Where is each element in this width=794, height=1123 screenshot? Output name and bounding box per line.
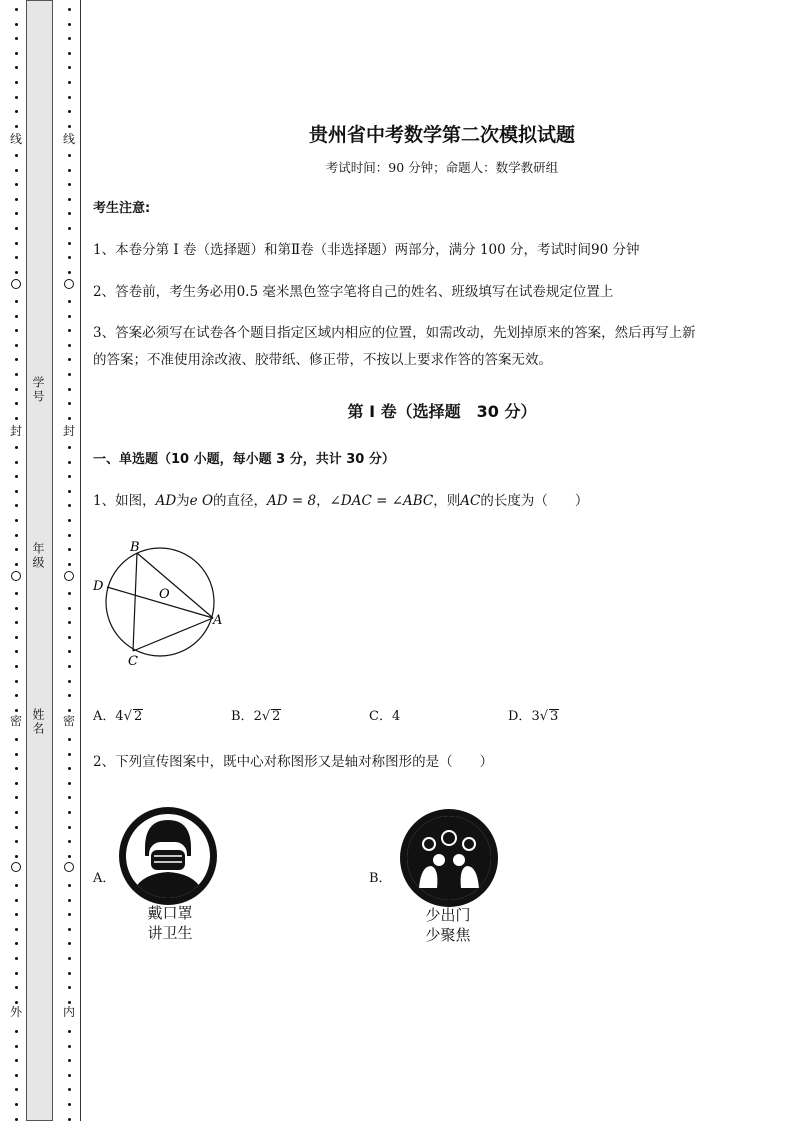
cut-line-dot — [68, 1074, 71, 1077]
cut-line-dot — [68, 1045, 71, 1048]
q1-text: 的直径， — [213, 493, 268, 509]
question-1-stem — [93, 488, 588, 515]
cut-line-dot — [15, 1074, 18, 1077]
option-letter: A． — [93, 709, 116, 724]
field-name-label: 姓名 — [31, 708, 45, 736]
cut-line-dot — [15, 986, 18, 989]
part-heading: 一、单选题（10 小题，每小题 3 分，共计 30 分） — [93, 452, 395, 467]
cut-line-dot — [15, 607, 18, 610]
cut-line-dot — [15, 636, 18, 639]
q1-option-c[interactable] — [369, 705, 400, 724]
label-o: O — [159, 587, 170, 602]
cut-line-dot — [68, 96, 71, 99]
option-letter: B． — [231, 709, 254, 724]
option-coef: 2 — [253, 709, 262, 724]
exam-title: 贵州省中考数学第二次模拟试题 — [308, 124, 575, 146]
cut-line-dot — [68, 928, 71, 931]
cut-line-dot — [68, 388, 71, 391]
segment-ba — [137, 553, 213, 618]
cut-line-dot — [68, 753, 71, 756]
segment-ca — [133, 618, 213, 651]
notice-heading: 考生注意: — [93, 201, 151, 216]
q1-option-a[interactable]: A．4√ 2 — [93, 709, 143, 724]
cut-line-dot — [68, 607, 71, 610]
cut-line-dot — [68, 110, 71, 113]
inner-mark-xian: 线 — [63, 132, 76, 146]
cut-line-dot — [15, 373, 18, 376]
cut-line-dot — [68, 782, 71, 785]
cut-line-dot — [15, 665, 18, 668]
cut-line-dot — [68, 519, 71, 522]
cut-line-dot — [15, 738, 18, 741]
cut-line-dot — [68, 8, 71, 11]
cut-line-dot — [68, 840, 71, 843]
outer-mark-feng: 封 — [10, 424, 23, 438]
cut-line-dot — [15, 1118, 18, 1121]
cut-line-dot — [15, 1001, 18, 1004]
cut-line-dot — [68, 402, 71, 405]
cut-line-dot — [68, 563, 71, 566]
cut-line-dot — [68, 636, 71, 639]
cut-line-dot — [15, 957, 18, 960]
option-letter: C． — [369, 709, 392, 724]
cut-line-dot — [68, 271, 71, 274]
cut-line-dot — [68, 23, 71, 26]
cut-line-dot — [68, 66, 71, 69]
cut-line-dot — [15, 271, 18, 274]
field-student-id-label: 学号 — [31, 376, 45, 404]
cut-line-dot — [15, 753, 18, 756]
q1-text: 为 — [176, 493, 190, 509]
outer-mark-wai: 外 — [10, 1005, 23, 1019]
cut-line-dot — [68, 1030, 71, 1033]
field-grade-label: 年级 — [31, 542, 45, 570]
cut-line-dot — [68, 709, 71, 712]
option-radicand: 2 — [133, 709, 143, 724]
cut-line-dot — [15, 402, 18, 405]
cut-line-dot — [15, 110, 18, 113]
cut-line-dot — [68, 504, 71, 507]
notice-item-3: 3、答案必须写在试卷各个题目指定区域内相应的位置，如需改动，先划掉原来的答案，然后再写上新 — [93, 325, 696, 341]
cut-line-dot — [15, 183, 18, 186]
cut-line-dot — [68, 884, 71, 887]
notice-item-1: 1、本卷分第 I 卷（选择题）和第Ⅱ卷（非选择题）两部分，满分 100 分，考试时间90 分钟 — [93, 242, 640, 258]
cut-line-dot — [15, 242, 18, 245]
cut-line-dot — [15, 8, 18, 11]
cut-line-dot — [68, 169, 71, 172]
cut-line-dot — [15, 169, 18, 172]
cut-line-dot — [15, 37, 18, 40]
cut-line-dot — [15, 1030, 18, 1033]
caption-line: 少聚焦 — [425, 926, 471, 944]
outer-mark-mi: 密 — [10, 714, 23, 728]
q1-equation-ad: AD = 8 — [267, 493, 317, 509]
circle-geometry-figure — [88, 538, 238, 670]
q2-option-b-caption — [408, 905, 488, 945]
cut-line-dot — [15, 884, 18, 887]
exam-subtitle: 考试时间：90 分钟；命题人：数学教研组 — [325, 160, 559, 175]
cut-line-dot — [15, 300, 18, 303]
cut-line-dot — [15, 650, 18, 653]
inner-mark-feng: 封 — [63, 424, 76, 438]
inner-circle-marker — [64, 862, 74, 872]
cut-line-dot — [15, 942, 18, 945]
cut-line-dot — [15, 1045, 18, 1048]
caption-line: 戴口罩 — [147, 904, 193, 922]
cut-line-dot — [15, 1103, 18, 1106]
cut-line-dot — [15, 198, 18, 201]
cut-line-dot — [68, 913, 71, 916]
cut-line-dot — [15, 96, 18, 99]
cut-line-dot — [15, 66, 18, 69]
cut-line-dot — [68, 475, 71, 478]
cut-line-dot — [15, 81, 18, 84]
cut-line-dot — [68, 811, 71, 814]
section-title: 第 I 卷（选择题 30 分） — [347, 402, 537, 421]
cut-line-dot — [15, 928, 18, 931]
cut-line-dot — [15, 899, 18, 902]
caption-line: 少出门 — [425, 906, 471, 924]
cut-line-dot — [15, 125, 18, 128]
outer-circle-marker — [11, 571, 21, 581]
q1-text: ，则 — [433, 493, 461, 509]
cut-line-dot — [15, 811, 18, 814]
question-2-stem: 2、下列宣传图案中，既中心对称图形又是轴对称图形的是（ ） — [93, 754, 494, 770]
q1-prefix: 1、如图， — [93, 493, 156, 509]
cut-line-dot — [15, 694, 18, 697]
inner-mark-mi: 密 — [63, 714, 76, 728]
q1-equation-angles: ∠DAC = ∠ABC — [329, 493, 434, 509]
inner-dotted-line — [63, 0, 75, 1123]
cut-line-dot — [68, 1088, 71, 1091]
cut-line-dot — [15, 358, 18, 361]
cut-line-dot — [68, 300, 71, 303]
outer-circle-marker — [11, 279, 21, 289]
q1-circle-symbol: e O — [189, 493, 214, 509]
notice-item-2: 2、答卷前，考生务必用0.5 毫米黑色签字笔将自己的姓名、班级填写在试卷规定位置上 — [93, 284, 614, 300]
cut-line-dot — [15, 840, 18, 843]
cut-line-dot — [68, 738, 71, 741]
cut-line-dot — [15, 154, 18, 157]
cut-line-dot — [68, 490, 71, 493]
cut-line-dot — [15, 388, 18, 391]
q1-ac: AC — [460, 493, 481, 509]
cut-line-dot — [68, 899, 71, 902]
option-letter: D． — [508, 709, 532, 724]
caption-line: 讲卫生 — [147, 924, 193, 942]
cut-line-dot — [15, 972, 18, 975]
cut-line-dot — [15, 563, 18, 566]
cut-line-dot — [68, 256, 71, 259]
q2-option-a-caption — [130, 903, 210, 943]
cut-line-dot — [68, 417, 71, 420]
cut-line-dot — [68, 329, 71, 332]
label-d: D — [93, 579, 104, 594]
cut-line-dot — [68, 665, 71, 668]
cut-line-dot — [15, 621, 18, 624]
cut-line-dot — [15, 256, 18, 259]
cut-line-dot — [68, 315, 71, 318]
cut-line-dot — [15, 344, 18, 347]
cut-line-dot — [68, 125, 71, 128]
cut-line-dot — [68, 826, 71, 829]
outer-circle-marker — [11, 862, 21, 872]
cut-line-dot — [15, 855, 18, 858]
cut-line-dot — [68, 461, 71, 464]
mask-person-icon — [118, 806, 218, 906]
cut-line-dot — [68, 446, 71, 449]
q1-option-d[interactable]: D．3√ 3 — [508, 709, 559, 724]
q1-option-b[interactable]: B．2√ 2 — [231, 709, 281, 724]
label-b: B — [130, 540, 140, 555]
cut-line-dot — [15, 329, 18, 332]
cut-line-dot — [15, 534, 18, 537]
cut-line-dot — [68, 767, 71, 770]
cut-line-dot — [68, 242, 71, 245]
cut-line-dot — [15, 461, 18, 464]
cut-line-dot — [68, 1118, 71, 1121]
cut-line-dot — [68, 957, 71, 960]
cut-line-dot — [15, 548, 18, 551]
cut-line-dot — [68, 358, 71, 361]
cut-line-dot — [15, 417, 18, 420]
cut-line-dot — [68, 1103, 71, 1106]
option-coef: 3 — [531, 709, 540, 724]
cut-line-dot — [68, 621, 71, 624]
q2-option-a-letter[interactable]: A． — [93, 871, 116, 886]
cut-line-dot — [15, 227, 18, 230]
q1-ad: AD — [155, 493, 177, 509]
option-value: 4 — [391, 709, 401, 724]
cut-line-dot — [15, 52, 18, 55]
cut-line-dot — [15, 519, 18, 522]
cut-line-dot — [68, 1001, 71, 1004]
cut-line-dot — [68, 373, 71, 376]
cut-line-dot — [68, 1059, 71, 1062]
cut-line-dot — [68, 212, 71, 215]
cut-line-dot — [15, 446, 18, 449]
crowd-icon — [399, 808, 499, 908]
cut-line-dot — [68, 52, 71, 55]
outer-dotted-line — [10, 0, 22, 1123]
cut-line-dot — [15, 680, 18, 683]
cut-line-dot — [15, 212, 18, 215]
cut-line-dot — [15, 767, 18, 770]
cut-line-dot — [68, 796, 71, 799]
label-a: A — [213, 613, 223, 628]
notice-item-3-cont: 的答案；不准使用涂改液、胶带纸、修正带，不按以上要求作答的答案无效。 — [93, 352, 552, 368]
option-radicand: 3 — [550, 709, 559, 724]
cut-line-dot — [68, 548, 71, 551]
cut-line-dot — [15, 796, 18, 799]
cut-line-dot — [68, 198, 71, 201]
cut-line-dot — [15, 913, 18, 916]
cut-line-dot — [68, 154, 71, 157]
inner-mark-nei: 内 — [63, 1005, 76, 1019]
cut-line-dot — [68, 694, 71, 697]
binding-rule — [80, 0, 81, 1121]
cut-line-dot — [68, 227, 71, 230]
cut-line-dot — [15, 504, 18, 507]
cut-line-dot — [15, 475, 18, 478]
cut-line-dot — [68, 972, 71, 975]
cut-line-dot — [15, 1059, 18, 1062]
cut-line-dot — [15, 782, 18, 785]
option-radicand: 2 — [272, 709, 281, 724]
inner-circle-marker — [64, 571, 74, 581]
cut-line-dot — [68, 183, 71, 186]
cut-line-dot — [68, 680, 71, 683]
cut-line-dot — [68, 37, 71, 40]
cut-line-dot — [15, 709, 18, 712]
cut-line-dot — [68, 592, 71, 595]
option-coef: 4 — [115, 709, 124, 724]
segment-bc — [133, 553, 137, 651]
cut-line-dot — [68, 986, 71, 989]
binding-margin — [0, 0, 82, 1123]
cut-line-dot — [15, 826, 18, 829]
outer-mark-xian: 线 — [10, 132, 23, 146]
q2-option-b-letter[interactable]: B． — [369, 871, 392, 886]
cut-line-dot — [68, 942, 71, 945]
q1-suffix: 的长度为（ ） — [480, 493, 589, 509]
q1-text: ， — [316, 493, 330, 509]
cut-line-dot — [15, 490, 18, 493]
label-c: C — [128, 654, 138, 669]
cut-line-dot — [68, 534, 71, 537]
cut-line-dot — [68, 650, 71, 653]
cut-line-dot — [68, 344, 71, 347]
cut-line-dot — [15, 23, 18, 26]
cut-line-dot — [15, 315, 18, 318]
cut-line-dot — [15, 1088, 18, 1091]
cut-line-dot — [68, 81, 71, 84]
inner-circle-marker — [64, 279, 74, 289]
cut-line-dot — [68, 855, 71, 858]
cut-line-dot — [15, 592, 18, 595]
